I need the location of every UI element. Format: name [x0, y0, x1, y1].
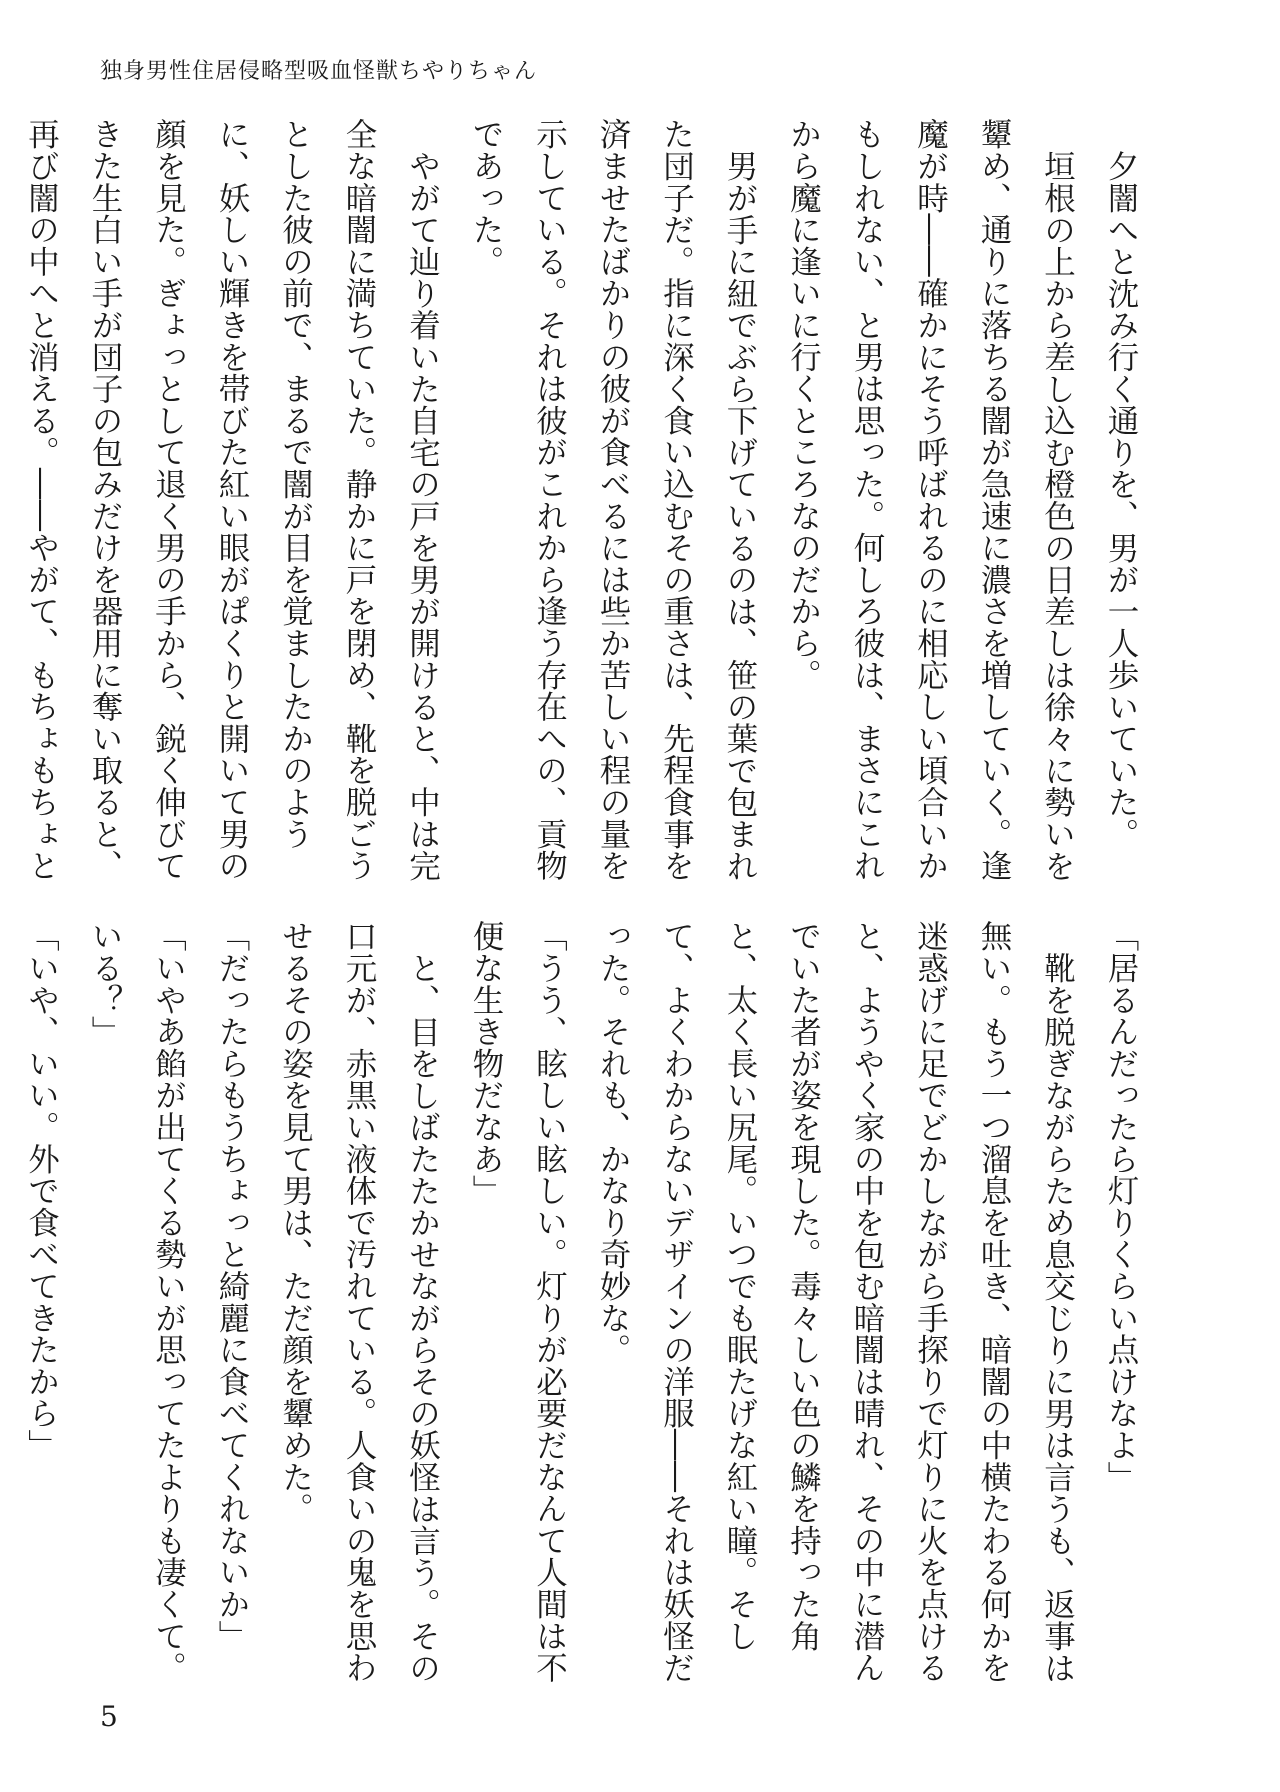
lower-text-block: [0, 920, 1152, 1710]
dialogue-line: 「うう、眩しい眩しい。灯りが必要だなんて人間は不便な生き物だなあ」: [468, 920, 568, 1684]
upper-text-block: [0, 118, 1152, 908]
paragraph: と、目をしばたたかせながらその妖怪は言う。その口元が、赤黒い液体で汚れている。人食いの鬼を思わせるその姿を見て男は、ただ顔を顰めた。: [277, 920, 441, 1684]
dialogue-line: 「だったらもうちょっと綺麗に食べてくれないか」: [214, 920, 250, 1652]
paragraph: 垣根の上から差し込む橙色の日差しは徐々に勢いを顰め、通りに落ちる闇が急速に濃さを増していく。逢魔が時――確かにそう呼ばれるのに相応しい頃合いかもしれない、と男は思った。何しろ彼は、まさにこれから魔に逢いに行くところなのだから。: [785, 118, 1076, 882]
paragraph: 夕闇へと沈み行く通りを、男が一人歩いていた。: [1103, 149, 1139, 850]
paragraph: やがて辿り着いた自宅の戸を男が開けると、中は完全な暗闇に満ちていた。静かに戸を閉め、靴を脱ごうとした彼の前で、まるで闇が目を覚ましたかのように、妖しい輝きを帯びた紅い眼がぱくりと開いて男の顔を見た。ぎょっとして退く男の手から、鋭く伸びてきた生白い手が団子の包みだけを器用に奪い取ると、再び闇の中へと消える。――やがて、もちょもちょと: [23, 118, 441, 882]
paragraph: 男が手に紐でぶら下げているのは、笹の葉で包まれた団子だ。指に深く食い込むその重さは、先程食事を済ませたばかりの彼が食べるには些か苦しい程の量を示している。それは彼がこれから逢う存在への、貢物であった。: [468, 118, 758, 882]
paragraph: 靴を脱ぎながらため息交じりに男は言うも、返事は無い。もう一つ溜息を吐き、暗闇の中横たわる何かを迷惑げに足でどかしながら手探りで灯りに火を点けると、ようやく家の中を包む暗闇は晴れ、その中に潜んでいた者が姿を現した。毒々しい色の鱗を持った角と、太く長い尻尾。いつでも眠たげな紅い瞳。そして、よくわからないデザインの洋服――それは妖怪だった。それも、かなり奇妙な。: [595, 920, 1076, 1684]
page-number: 5: [100, 1700, 118, 1733]
running-title: 独身男性住居侵略型吸血怪獣ちやりちゃん: [100, 59, 538, 84]
dialogue-line: 「いや、いい。外で食べてきたから」: [23, 920, 60, 1461]
dialogue-line: 「いやあ餡が出てくる勢いが思ってたよりも凄くて。いる？」: [87, 920, 187, 1684]
dialogue-line: [0, 920, 9, 1710]
dialogue-line: 「居るんだったら灯りくらい点けなよ」: [1103, 920, 1139, 1493]
